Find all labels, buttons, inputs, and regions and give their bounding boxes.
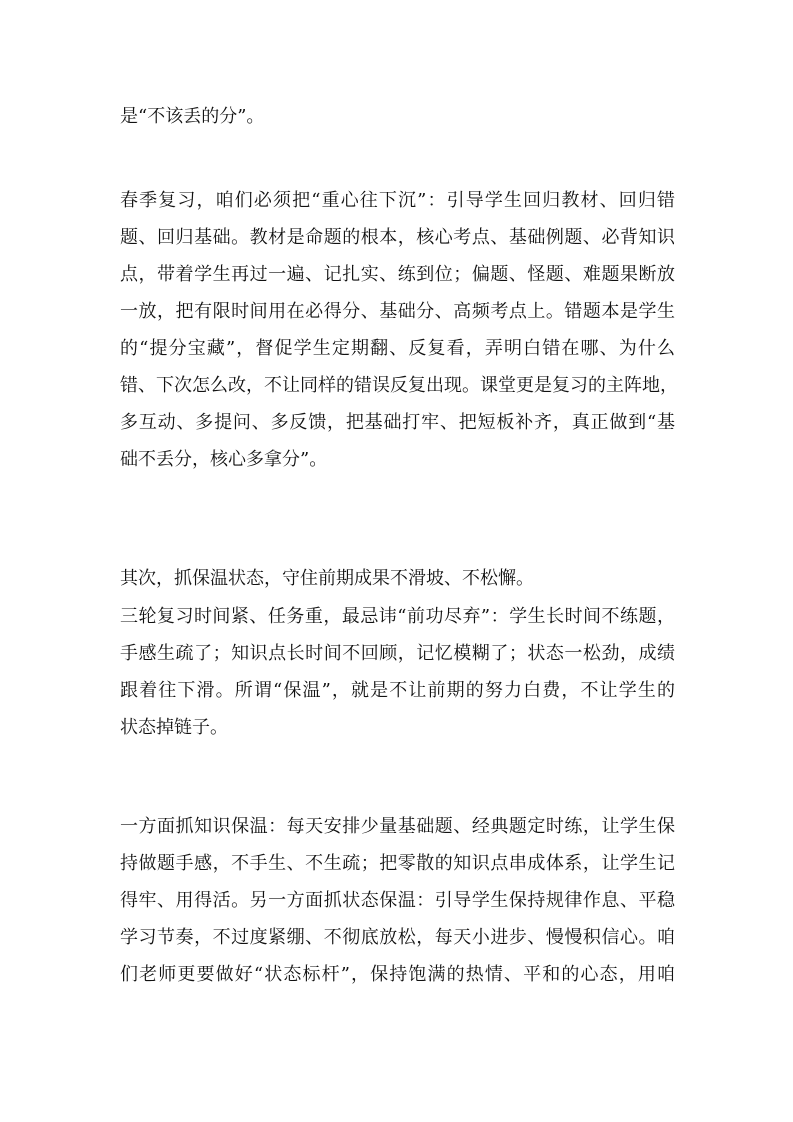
text-line: 错、下次怎么改，不让同样的错误反复出现。课堂更是复习的主阵地， xyxy=(120,375,678,396)
text-line: 三轮复习时间紧、任务重，最忌讳“前功尽弃”：学生长时间不练题， xyxy=(120,606,675,627)
text-line: 点，带着学生再过一遍、记扎实、练到位；偏题、怪题、难题果断放 xyxy=(120,264,675,285)
text-line: 学习节奏，不过度紧绷、不彻底放松，每天小进步、慢慢积信心。咱 xyxy=(120,927,675,948)
paragraph-4 xyxy=(120,598,675,746)
text-line: 手感生疏了；知识点长时间不回顾，记忆模糊了；状态一松劲，成绩 xyxy=(120,643,675,664)
text-line: 跟着往下滑。所谓“保温”，就是不让前期的努力白费，不让学生的 xyxy=(120,680,675,701)
text-line: 一方面抓知识保温：每天安排少量基础题、经典题定时练，让学生保 xyxy=(120,816,675,837)
paragraph-2 xyxy=(120,182,678,478)
paragraph-1 xyxy=(120,98,675,135)
text-line: 题、回归基础。教材是命题的根本，核心考点、基础例题、必背知识 xyxy=(120,227,675,248)
text-line: 春季复习，咱们必须把“重心往下沉”：引导学生回归教材、回归错 xyxy=(120,190,675,211)
text-line: 是“不该丢的分”。 xyxy=(120,106,265,127)
text-line: 持做题手感，不手生、不生疏；把零散的知识点串成体系，让学生记 xyxy=(120,853,675,874)
text-line: 状态掉链子。 xyxy=(120,717,228,738)
text-line: 一放，把有限时间用在必得分、基础分、高频考点上。错题本是学生 xyxy=(120,301,675,322)
text-line: 多互动、多提问、多反馈，把基础打牢、把短板补齐，真正做到“基 xyxy=(120,412,675,433)
text-line: 其次，抓保温状态，守住前期成果不滑坡、不松懈。 xyxy=(120,568,534,589)
text-line: 得牢、用得活。另一方面抓状态保温：引导学生保持规律作息、平稳 xyxy=(120,890,675,911)
paragraph-3 xyxy=(120,560,675,597)
text-line: 础不丢分，核心多拿分”。 xyxy=(120,449,328,470)
text-line: 的“提分宝藏”，督促学生定期翻、反复看，弄明白错在哪、为什么 xyxy=(120,338,675,359)
paragraph-5 xyxy=(120,808,675,993)
text-line: 们老师更要做好“状态标杆”，保持饱满的热情、平和的心态，用咱 xyxy=(120,964,675,985)
